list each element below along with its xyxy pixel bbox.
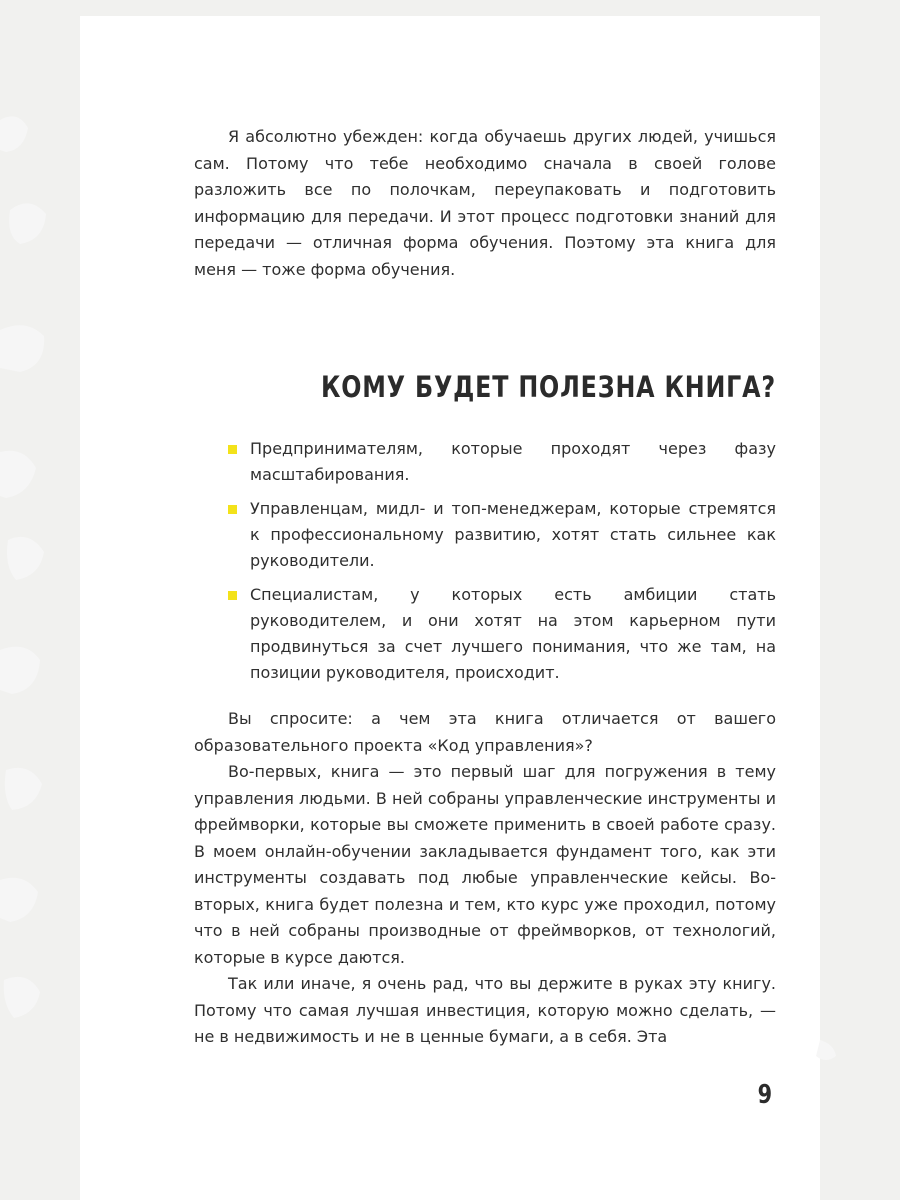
list-item-text: Специалистам, у которых есть амбиции стать руководителем, и они хотят на этом карьерном пути продвинуться за счет лучшего понимания, что же там, на позиции руководителя, происходит.	[250, 585, 776, 682]
section-heading: КОМУ БУДЕТ ПОЛЕЗНА КНИГА?	[321, 370, 776, 404]
intro-paragraph: Я абсолютно убежден: когда обучаешь других людей, учишься сам. Потому что тебе необходимо сначала в своей голове разложить все по полочкам, переупаковать и подготовить информацию для передачи. И этот процесс подготовки знаний для передачи — отличная форма обучения. Поэтому эта книга для меня — тоже форма обучения.	[194, 127, 776, 279]
square-bullet-icon	[228, 445, 237, 454]
blob-shape	[0, 647, 40, 694]
body-paragraph: Так или иначе, я очень рад, что вы держите в руках эту книгу. Потому что самая лучшая инвестиция, которую можно сделать, — не в недвижимость и не в ценные бумаги, а в себя. Эта	[194, 974, 776, 1046]
intro-section	[194, 124, 776, 283]
page-number: 9	[757, 1080, 772, 1110]
body-paragraph: Во-первых, книга — это первый шаг для погружения в тему управления людьми. В ней собраны управленческие инструменты и фреймворки, которые вы сможете применить в своей работе сразу. В моем онлайн-обучении закладывается фундамент того, как эти инструменты создавать под любые управленческие кейсы. Во-вторых, книга будет полезна и тем, кто курс уже проходил, потому что в ней собраны производные от фреймворков, от технологий, которые в курсе даются.	[194, 762, 776, 967]
blob-shape	[0, 116, 28, 152]
list-item-text: Управленцам, мидл- и топ-менеджерам, которые стремятся к профессиональному развитию, хотят стать сильнее как руководители.	[250, 499, 776, 570]
blob-shape	[9, 203, 46, 244]
list-item	[228, 582, 776, 686]
blob-shape	[5, 768, 42, 810]
blob-shape	[7, 537, 44, 580]
list-item-text: Предпринимателям, которые проходят через фазу масштабирования.	[250, 439, 776, 484]
blob-shape	[4, 977, 40, 1018]
body-paragraph: Вы спросите: а чем эта книга отличается от вашего образовательного проекта «Код управления»?	[194, 709, 776, 755]
list-item	[228, 436, 776, 488]
square-bullet-icon	[228, 505, 237, 514]
list-item	[228, 496, 776, 574]
audience-list	[228, 436, 776, 694]
square-bullet-icon	[228, 591, 237, 600]
blob-shape	[0, 878, 38, 922]
blob-shape	[0, 325, 44, 372]
blob-shape	[0, 451, 36, 498]
body-section	[194, 706, 776, 1051]
